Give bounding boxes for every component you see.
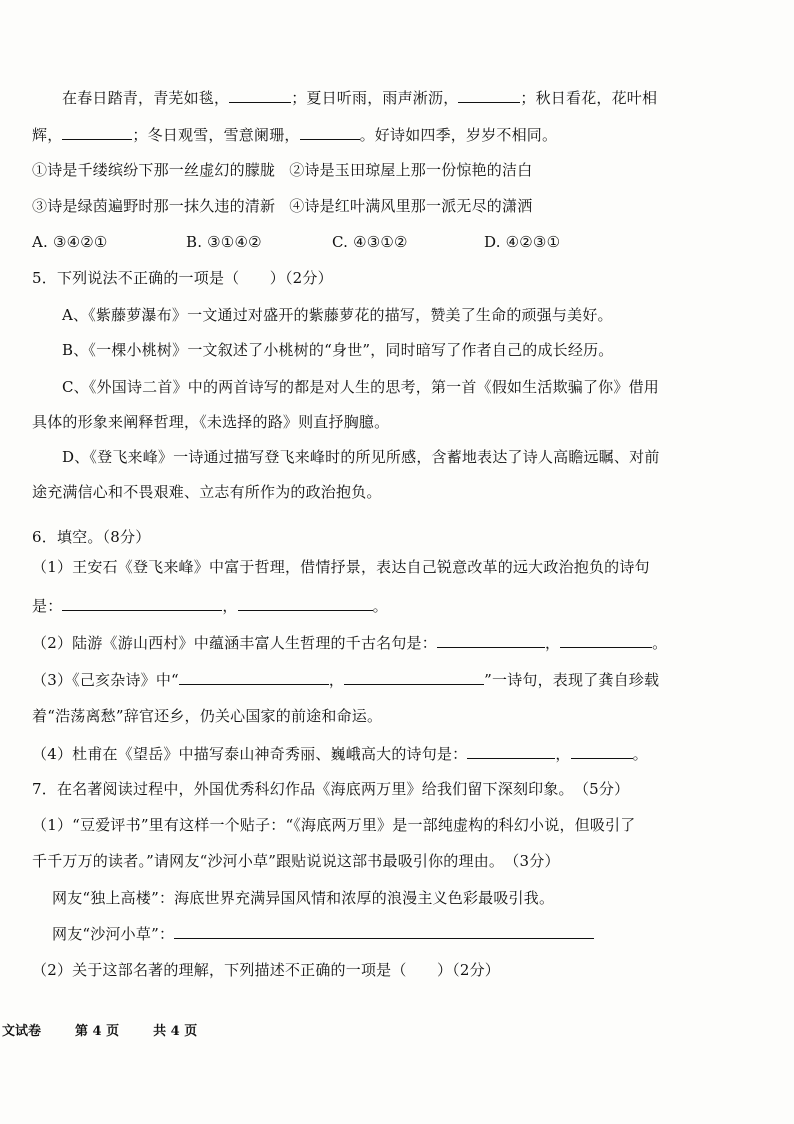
text: （2）陆游《游山西村》中蕴涵丰富人生哲理的千古名句是：	[32, 634, 437, 652]
text: ；夏日听雨，雨声淅沥，	[291, 89, 459, 107]
page-footer	[2, 1020, 231, 1039]
blank[interactable]	[62, 125, 132, 140]
blank[interactable]	[560, 633, 652, 648]
q7-stem: 7．在名著阅读过程中，外国优秀科幻作品《海底两万里》给我们留下深刻印象。 （5分）	[32, 780, 630, 798]
text: 网友“沙河小草”：	[52, 925, 175, 943]
text: 。好诗如四季，岁岁不相同。	[359, 126, 558, 144]
q7-sub-2: （2）关于这部名著的理解，下列描述不正确的一项是（ ）（2分）	[32, 961, 500, 979]
text: 。	[652, 634, 668, 652]
answer-blank[interactable]	[174, 924, 594, 939]
q5-stem: 5．下列说法不正确的一项是（ ）（2分）	[32, 269, 333, 287]
q4-item-3: ③诗是绿茵遍野时那一抹久违的清新	[32, 197, 276, 215]
blank[interactable]	[229, 88, 291, 103]
text: 在春日踏青，青芜如毯，	[62, 89, 230, 107]
q4-item-1: ①诗是千缕缤纷下那一丝虚幻的朦胧	[32, 161, 276, 179]
q4-items-row-1	[32, 160, 532, 180]
blank[interactable]	[179, 670, 329, 685]
blank[interactable]	[62, 596, 222, 611]
q6-sub-3	[32, 670, 659, 690]
q7-reply-1: 网友“独上高楼”：海底世界充满异国风情和浓厚的浪漫主义色彩最吸引我。	[52, 889, 555, 907]
q6-sub-1: （1）王安石《登飞来峰》中富于哲理，借情抒景，表达自己锐意改革的远大政治抱负的诗句	[32, 558, 650, 576]
text: ，	[328, 671, 345, 689]
text: ，	[555, 745, 571, 763]
q6-sub-4	[32, 744, 648, 764]
q6-sub-1-blanks	[32, 596, 388, 616]
q5-option-c-cont: 具体的形象来阐释哲理，《未选择的路》则直抒胸臆。	[32, 413, 390, 431]
q4-option-d[interactable]: D. ④②③①	[484, 233, 561, 251]
q6-sub-2	[32, 633, 667, 653]
q4-option-b[interactable]: B. ③①④②	[186, 233, 262, 251]
text: （4）杜甫在《望岳》中描写泰山神奇秀丽、巍峨高大的诗句是：	[32, 745, 468, 763]
q5-option-c[interactable]: C、《外国诗二首》中的两首诗写的都是对人生的思考，第一首《假如生活欺骗了你》借用	[62, 378, 659, 396]
q4-items-row-2	[32, 196, 532, 216]
text: ，	[544, 634, 561, 652]
footer-total: 共 4 页	[153, 1024, 198, 1039]
blank[interactable]	[238, 596, 373, 611]
blank[interactable]	[344, 670, 484, 685]
text: ”一诗句，表现了龚自珍载	[484, 671, 660, 689]
q5-option-d-cont: 途充满信心和不畏艰难、立志有所作为的政治抱负。	[32, 483, 382, 501]
blank[interactable]	[300, 125, 360, 140]
q7-sub-1-cont: 千千万万的读者。”请网友“沙河小草”跟贴说说这部书最吸引你的理由。 （3分）	[32, 852, 560, 870]
text: 。	[372, 597, 388, 615]
footer-page: 第 4 页	[75, 1024, 120, 1039]
text: ；冬日观雪，雪意阑珊，	[132, 126, 300, 144]
text: 辉，	[32, 126, 63, 144]
blank[interactable]	[467, 744, 555, 759]
blank[interactable]	[571, 744, 633, 759]
text: 。	[632, 745, 648, 763]
text: ，	[222, 597, 238, 615]
q6-sub-3-cont: 着“浩荡离愁”辞官还乡，仍关心国家的前途和命运。	[32, 707, 383, 725]
q5-option-d[interactable]: D、《登飞来峰》一诗通过描写登飞来峰时的所见所感，含蓄地表达了诗人高瞻远瞩、对前	[62, 448, 660, 466]
blank[interactable]	[458, 88, 520, 103]
footer-subject: 文试卷	[2, 1024, 42, 1039]
q4-item-2: ②诗是玉田琼屋上那一份惊艳的洁白	[289, 161, 533, 179]
q7-sub-1: （1）“豆爱评书”里有这样一个贴子：“《海底两万里》是一部纯虚构的科幻小说，但吸引了	[32, 816, 636, 834]
q4-option-c[interactable]: C. ④③①②	[332, 233, 408, 251]
blank[interactable]	[437, 633, 545, 648]
q4-option-a[interactable]: A. ③④②①	[32, 233, 108, 251]
q4-line-1	[62, 88, 657, 108]
q4-item-4: ④诗是红叶满风里那一派无尽的潇洒	[289, 197, 533, 215]
q5-option-b[interactable]: B、《一棵小桃树》一文叙述了小桃树的“身世”，同时暗写了作者自己的成长经历。	[62, 341, 614, 359]
q5-option-a[interactable]: A、《紫藤萝瀑布》一文通过对盛开的紫藤萝花的描写，赞美了生命的顽强与美好。	[62, 306, 613, 324]
q6-stem: 6．填空。（8分）	[32, 528, 151, 546]
q4-line-2	[32, 125, 557, 145]
text: ；秋日看花，花叶相	[520, 89, 658, 107]
q7-reply-2	[52, 924, 594, 944]
text: 是：	[32, 597, 63, 615]
text: （3）《己亥杂诗》中“	[32, 671, 179, 689]
